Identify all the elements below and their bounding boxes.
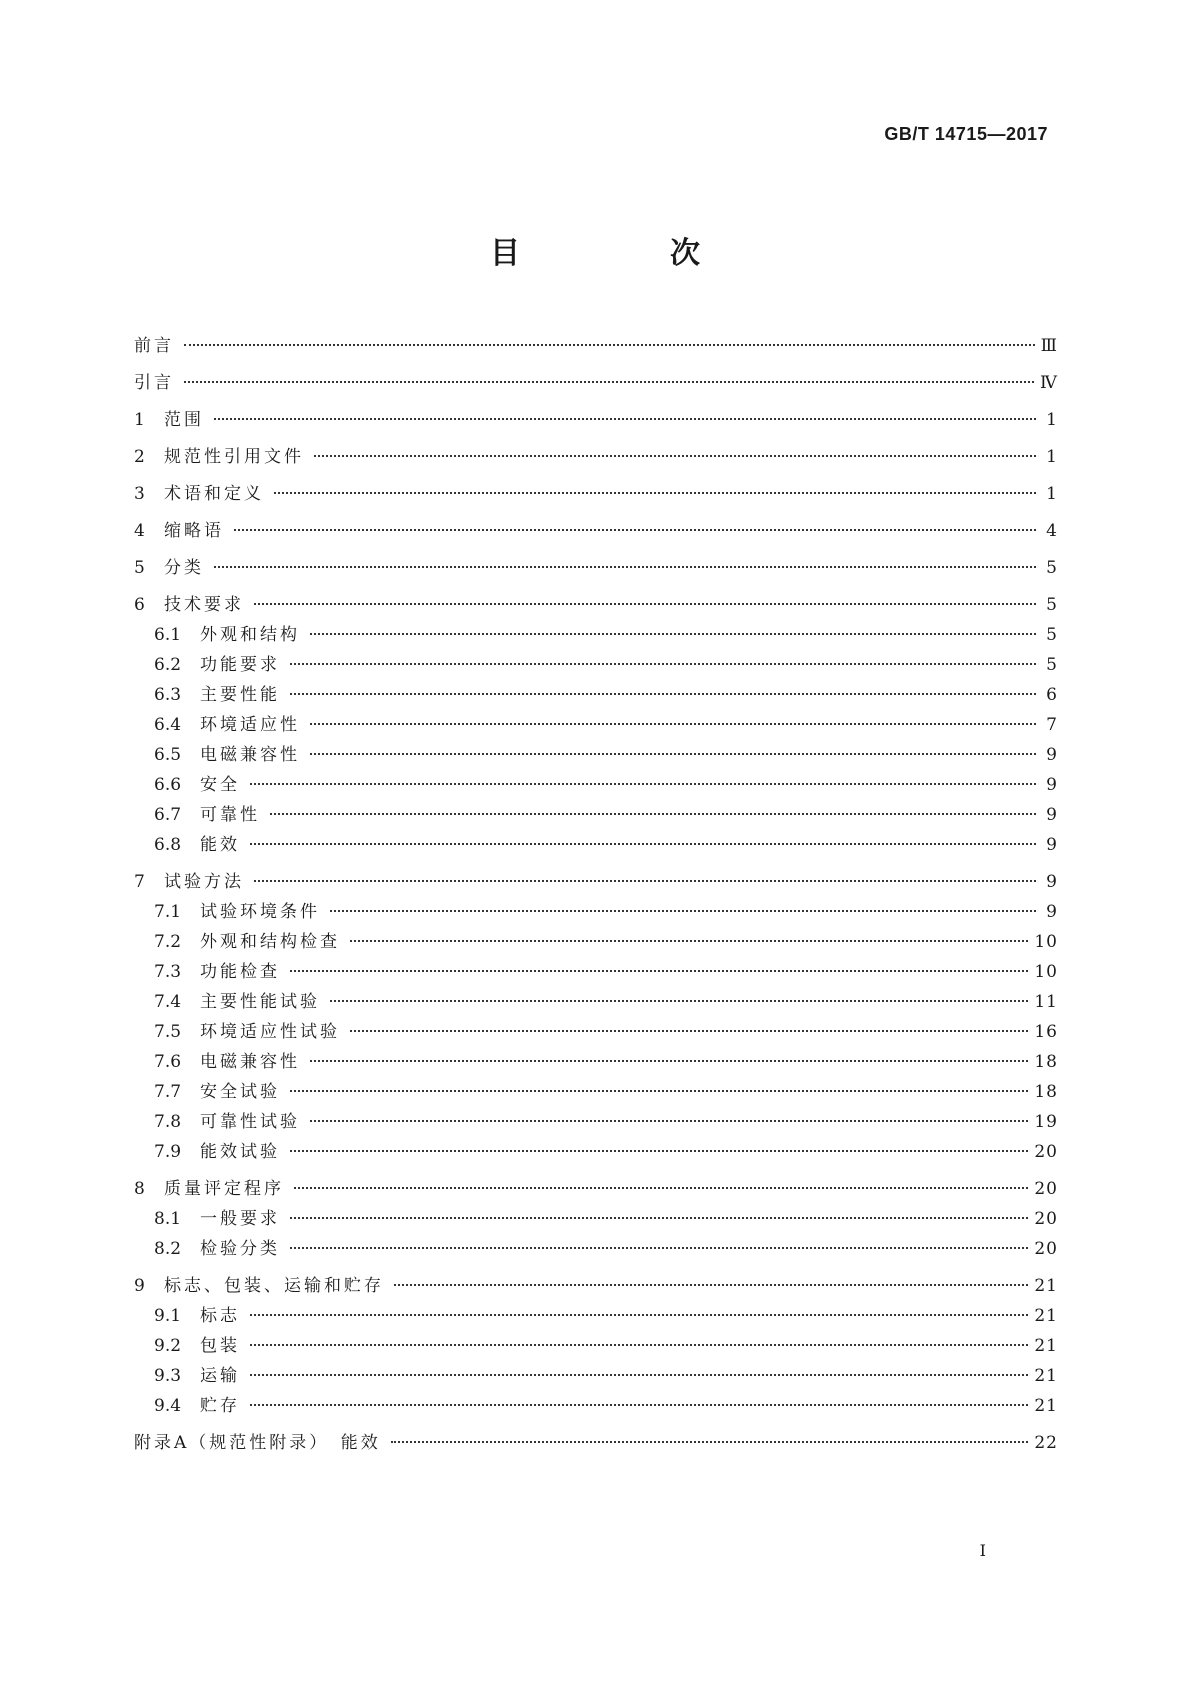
toc-entry[interactable] bbox=[134, 1174, 1058, 1204]
toc-entry-label: 术语和定义 bbox=[164, 484, 264, 504]
toc-entry-number: 5 bbox=[134, 558, 145, 578]
toc-entry-number: 9.2 bbox=[154, 1336, 182, 1356]
dot-leader bbox=[234, 529, 1036, 531]
toc-entry[interactable] bbox=[134, 1428, 1058, 1458]
toc-entry-label: 能效 bbox=[200, 835, 240, 855]
toc-entry[interactable] bbox=[134, 650, 1058, 680]
toc-entry-number: 6.8 bbox=[154, 835, 182, 855]
toc-entry-page: 5 bbox=[1046, 655, 1058, 675]
toc-entry-page: 21 bbox=[1034, 1366, 1058, 1386]
toc-entry-number: 8.1 bbox=[154, 1209, 182, 1229]
toc-entry[interactable] bbox=[134, 368, 1058, 398]
toc-entry-page: 9 bbox=[1046, 775, 1058, 795]
toc-entry[interactable] bbox=[134, 442, 1058, 472]
toc-entry-page: 22 bbox=[1034, 1433, 1058, 1453]
dot-leader bbox=[254, 603, 1036, 605]
toc-entry-number: 9.1 bbox=[154, 1306, 182, 1326]
toc-entry-number: 7.7 bbox=[154, 1082, 182, 1102]
toc-entry-label: 主要性能 bbox=[200, 685, 280, 705]
toc-entry-number: 7.1 bbox=[154, 902, 182, 922]
toc-entry[interactable] bbox=[134, 479, 1058, 509]
dot-leader bbox=[274, 492, 1036, 494]
toc-entry[interactable] bbox=[134, 830, 1058, 860]
toc-entry[interactable] bbox=[134, 740, 1058, 770]
dot-leader bbox=[250, 1374, 1028, 1376]
toc-entry-number: 6.7 bbox=[154, 805, 182, 825]
toc-entry-label: 安全试验 bbox=[200, 1082, 280, 1102]
dot-leader bbox=[310, 723, 1036, 725]
toc-entry-label: 电磁兼容性 bbox=[200, 745, 300, 765]
toc-entry-number: 7.3 bbox=[154, 962, 182, 982]
toc-entry[interactable] bbox=[134, 680, 1058, 710]
dot-leader bbox=[184, 381, 1034, 383]
toc-entry-page: 16 bbox=[1034, 1022, 1058, 1042]
toc-entry-label: 包装 bbox=[200, 1336, 240, 1356]
toc-entry[interactable] bbox=[134, 987, 1058, 1017]
toc-entry-page: 20 bbox=[1034, 1239, 1058, 1259]
dot-leader bbox=[330, 1000, 1028, 1002]
toc-entry-number: 6.4 bbox=[154, 715, 182, 735]
dot-leader bbox=[270, 813, 1036, 815]
toc-entry-number: 6.6 bbox=[154, 775, 182, 795]
toc-entry-number: 8.2 bbox=[154, 1239, 182, 1259]
toc-entry-label: 主要性能试验 bbox=[200, 992, 320, 1012]
toc-entry-page: 21 bbox=[1034, 1336, 1058, 1356]
dot-leader bbox=[290, 1090, 1028, 1092]
toc-entry-label: 前言 bbox=[134, 336, 174, 356]
toc-entry-number: 7.8 bbox=[154, 1112, 182, 1132]
toc-entry-page: 11 bbox=[1034, 992, 1058, 1012]
toc-entry-page: 9 bbox=[1046, 835, 1058, 855]
toc-entry[interactable] bbox=[134, 897, 1058, 927]
toc-entry-label: 一般要求 bbox=[200, 1209, 280, 1229]
toc-entry-label: 附录A（规范性附录） 能效 bbox=[134, 1433, 381, 1453]
toc-entry-label: 电磁兼容性 bbox=[200, 1052, 300, 1072]
toc-entry-label: 试验环境条件 bbox=[200, 902, 320, 922]
dot-leader bbox=[350, 940, 1028, 942]
dot-leader bbox=[314, 455, 1036, 457]
toc-entry-label: 标志、包装、运输和贮存 bbox=[164, 1276, 384, 1296]
toc-entry-label: 规范性引用文件 bbox=[164, 447, 304, 467]
page-number: Ⅰ bbox=[979, 1541, 986, 1560]
toc-entry-page: 21 bbox=[1034, 1276, 1058, 1296]
toc-entry-number: 7.9 bbox=[154, 1142, 182, 1162]
toc-entry-label: 外观和结构 bbox=[200, 625, 300, 645]
toc-entry-page: 18 bbox=[1034, 1082, 1058, 1102]
dot-leader bbox=[310, 1120, 1028, 1122]
dot-leader bbox=[391, 1441, 1029, 1443]
toc-entry[interactable] bbox=[134, 620, 1058, 650]
toc-entry-page: 5 bbox=[1046, 625, 1058, 645]
toc-entry[interactable] bbox=[134, 1017, 1058, 1047]
toc-entry[interactable] bbox=[134, 516, 1058, 546]
toc-entry-page: 10 bbox=[1034, 932, 1058, 952]
toc-entry[interactable] bbox=[134, 590, 1058, 620]
toc-entry-page: 1 bbox=[1046, 447, 1058, 467]
toc-entry-number: 9 bbox=[134, 1276, 145, 1296]
toc-entry[interactable] bbox=[134, 553, 1058, 583]
toc-entry[interactable] bbox=[134, 405, 1058, 435]
toc-entry-page: 20 bbox=[1034, 1209, 1058, 1229]
toc-entry-label: 技术要求 bbox=[164, 595, 244, 615]
toc-entry-number: 9.4 bbox=[154, 1396, 182, 1416]
toc-entry-number: 2 bbox=[134, 447, 145, 467]
toc-entry-page: 9 bbox=[1046, 872, 1058, 892]
toc-entry-number: 6 bbox=[134, 595, 145, 615]
toc-entry-label: 外观和结构检查 bbox=[200, 932, 340, 952]
toc-entry-page: 6 bbox=[1046, 685, 1058, 705]
dot-leader bbox=[290, 1150, 1028, 1152]
toc-entry-label: 试验方法 bbox=[164, 872, 244, 892]
toc-entry-number: 1 bbox=[134, 410, 145, 430]
dot-leader bbox=[310, 633, 1036, 635]
toc-entry-page: 7 bbox=[1046, 715, 1058, 735]
toc-entry-number: 6.1 bbox=[154, 625, 182, 645]
toc-entry-page: Ⅳ bbox=[1040, 373, 1058, 393]
toc-entry-number: 4 bbox=[134, 521, 145, 541]
dot-leader bbox=[184, 344, 1035, 346]
toc-entry-label: 分类 bbox=[164, 558, 204, 578]
toc-entry-number: 6.5 bbox=[154, 745, 182, 765]
dot-leader bbox=[310, 753, 1036, 755]
toc-entry-label: 运输 bbox=[200, 1366, 240, 1386]
toc-entry-page: 4 bbox=[1046, 521, 1058, 541]
toc-entry-number: 7.6 bbox=[154, 1052, 182, 1072]
toc-entry[interactable] bbox=[134, 1301, 1058, 1331]
toc-entry-page: 18 bbox=[1034, 1052, 1058, 1072]
dot-leader bbox=[330, 910, 1036, 912]
dot-leader bbox=[250, 1344, 1028, 1346]
toc-entry-page: 10 bbox=[1034, 962, 1058, 982]
toc-entry[interactable] bbox=[134, 1204, 1058, 1234]
toc-entry-page: 9 bbox=[1046, 805, 1058, 825]
dot-leader bbox=[214, 566, 1036, 568]
toc-entry-number: 6.2 bbox=[154, 655, 182, 675]
table-of-contents bbox=[134, 331, 1058, 1458]
toc-entry-page: 1 bbox=[1046, 410, 1058, 430]
toc-entry-label: 能效试验 bbox=[200, 1142, 280, 1162]
toc-entry[interactable] bbox=[134, 1271, 1058, 1301]
dot-leader bbox=[350, 1030, 1028, 1032]
toc-entry[interactable] bbox=[134, 927, 1058, 957]
dot-leader bbox=[290, 970, 1028, 972]
dot-leader bbox=[290, 693, 1036, 695]
dot-leader bbox=[290, 1247, 1028, 1249]
dot-leader bbox=[294, 1187, 1028, 1189]
toc-entry-page: 20 bbox=[1034, 1142, 1058, 1162]
toc-entry-label: 功能检查 bbox=[200, 962, 280, 982]
dot-leader bbox=[250, 1404, 1028, 1406]
toc-entry-label: 环境适应性试验 bbox=[200, 1022, 340, 1042]
toc-entry-label: 功能要求 bbox=[200, 655, 280, 675]
toc-entry[interactable] bbox=[134, 1361, 1058, 1391]
toc-entry[interactable] bbox=[134, 1107, 1058, 1137]
toc-entry-label: 缩略语 bbox=[164, 521, 224, 541]
dot-leader bbox=[250, 783, 1036, 785]
toc-entry[interactable] bbox=[134, 331, 1058, 361]
toc-entry-label: 标志 bbox=[200, 1306, 240, 1326]
toc-entry[interactable] bbox=[134, 1391, 1058, 1421]
toc-entry[interactable] bbox=[134, 710, 1058, 740]
dot-leader bbox=[250, 843, 1036, 845]
toc-entry[interactable] bbox=[134, 800, 1058, 830]
toc-entry-label: 安全 bbox=[200, 775, 240, 795]
toc-entry-number: 3 bbox=[134, 484, 145, 504]
toc-entry-number: 7.4 bbox=[154, 992, 182, 1012]
toc-entry[interactable] bbox=[134, 1234, 1058, 1264]
toc-entry-page: 5 bbox=[1046, 558, 1058, 578]
toc-entry-page: 9 bbox=[1046, 902, 1058, 922]
dot-leader bbox=[310, 1060, 1028, 1062]
toc-entry-number: 7 bbox=[134, 872, 145, 892]
dot-leader bbox=[214, 418, 1036, 420]
toc-entry[interactable] bbox=[134, 1331, 1058, 1361]
toc-entry-label: 引言 bbox=[134, 373, 174, 393]
dot-leader bbox=[290, 1217, 1028, 1219]
toc-entry-label: 检验分类 bbox=[200, 1239, 280, 1259]
dot-leader bbox=[290, 663, 1036, 665]
toc-entry-number: 8 bbox=[134, 1179, 145, 1199]
toc-entry-label: 环境适应性 bbox=[200, 715, 300, 735]
toc-entry-label: 可靠性 bbox=[200, 805, 260, 825]
toc-entry[interactable] bbox=[134, 957, 1058, 987]
toc-entry-number: 7.2 bbox=[154, 932, 182, 952]
dot-leader bbox=[254, 880, 1036, 882]
toc-entry-page: 5 bbox=[1046, 595, 1058, 615]
toc-entry[interactable] bbox=[134, 1137, 1058, 1167]
toc-entry-page: 9 bbox=[1046, 745, 1058, 765]
toc-entry[interactable] bbox=[134, 867, 1058, 897]
toc-entry-number: 9.3 bbox=[154, 1366, 182, 1386]
toc-entry[interactable] bbox=[134, 770, 1058, 800]
toc-entry-label: 质量评定程序 bbox=[164, 1179, 284, 1199]
toc-entry-page: 20 bbox=[1034, 1179, 1058, 1199]
toc-entry-label: 范围 bbox=[164, 410, 204, 430]
toc-entry[interactable] bbox=[134, 1047, 1058, 1077]
toc-entry-page: 21 bbox=[1034, 1396, 1058, 1416]
toc-entry-label: 可靠性试验 bbox=[200, 1112, 300, 1132]
toc-entry-page: Ⅲ bbox=[1040, 336, 1058, 356]
toc-entry-label: 贮存 bbox=[200, 1396, 240, 1416]
toc-entry-page: 21 bbox=[1034, 1306, 1058, 1326]
toc-entry-number: 7.5 bbox=[154, 1022, 182, 1042]
toc-entry-page: 1 bbox=[1046, 484, 1058, 504]
toc-entry[interactable] bbox=[134, 1077, 1058, 1107]
toc-entry-number: 6.3 bbox=[154, 685, 182, 705]
standard-code: GB/T 14715—2017 bbox=[884, 124, 1048, 144]
toc-entry-page: 19 bbox=[1034, 1112, 1058, 1132]
dot-leader bbox=[394, 1284, 1028, 1286]
page-title: 目 次 bbox=[490, 236, 760, 271]
dot-leader bbox=[250, 1314, 1028, 1316]
